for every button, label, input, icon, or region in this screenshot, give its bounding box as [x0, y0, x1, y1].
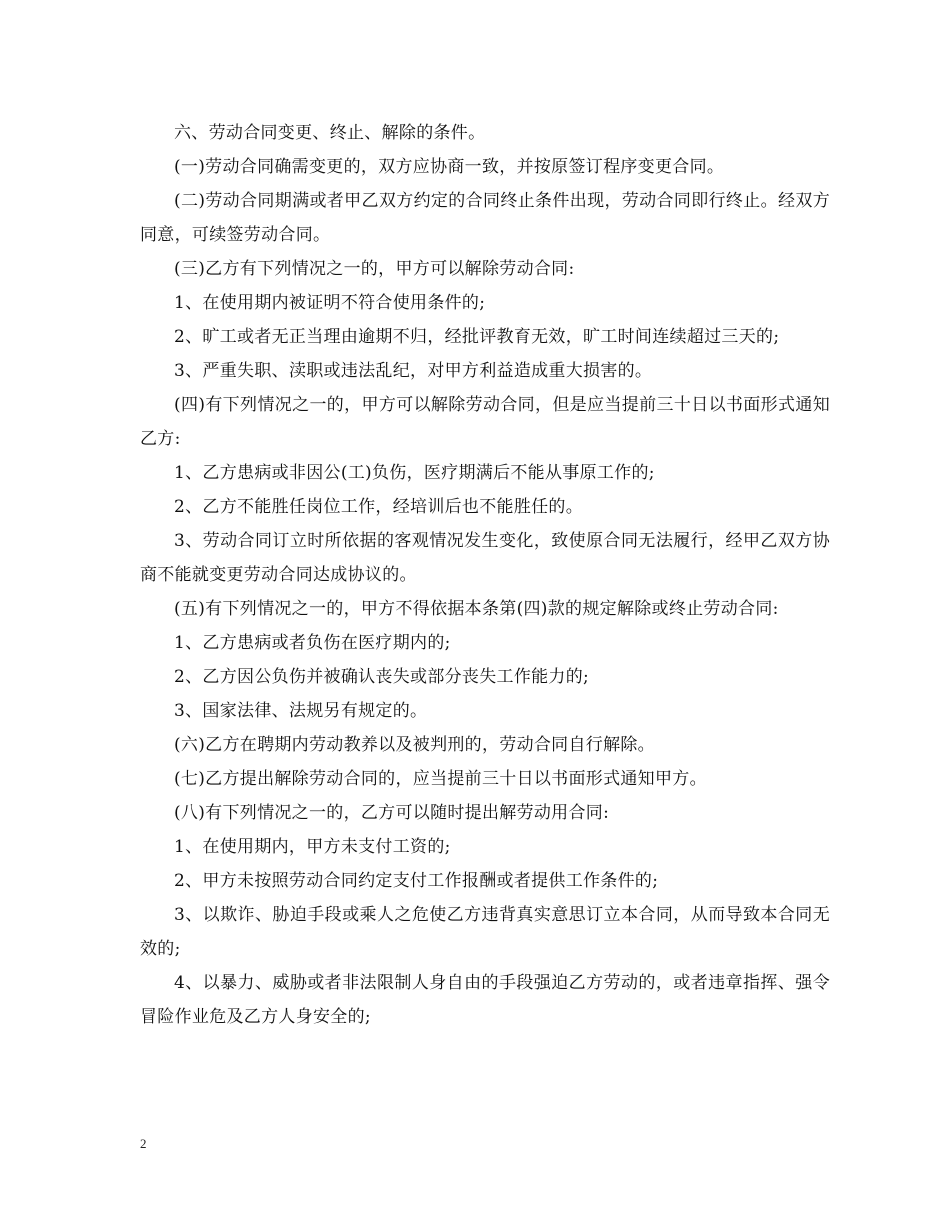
paragraph: (六)乙方在聘期内劳动教养以及被判刑的，劳动合同自行解除。	[174, 735, 655, 755]
paragraph: 2、旷工或者无正当理由逾期不归，经批评教育无效，旷工时间连续超过三天的;	[174, 327, 780, 347]
paragraph: 3、以欺诈、胁迫手段或乘人之危使乙方违背真实意思订立本合同，从而导致本合同无效的;	[140, 905, 830, 959]
paragraph: 2、甲方未按照劳动合同约定支付工作报酬或者提供工作条件的;	[174, 871, 659, 891]
paragraph: 六、劳动合同变更、终止、解除的条件。	[174, 123, 486, 143]
paragraph: 1、在使用期内被证明不符合使用条件的;	[174, 293, 486, 313]
paragraph: (三)乙方有下列情况之一的，甲方可以解除劳动合同:	[174, 259, 575, 279]
document-body	[140, 116, 830, 1034]
paragraph: 3、国家法律、法规另有规定的。	[174, 701, 428, 721]
paragraph: 3、劳动合同订立时所依据的客观情况发生变化，致使原合同无法履行，经甲乙双方协商不能就变更劳动合同达成协议的。	[140, 531, 830, 585]
paragraph: 1、乙方患病或非因公(工)负伤，医疗期满后不能从事原工作的;	[174, 463, 655, 483]
paragraph: (二)劳动合同期满或者甲乙双方约定的合同终止条件出现，劳动合同即行终止。经双方同意，可续签劳动合同。	[140, 191, 830, 245]
paragraph: 1、在使用期内，甲方未支付工资的;	[174, 837, 451, 857]
paragraph: (一)劳动合同确需变更的，双方应协商一致，并按原签订程序变更合同。	[174, 157, 725, 177]
paragraph: 4、以暴力、威胁或者非法限制人身自由的手段强迫乙方劳动的，或者违章指挥、强令冒险作业危及乙方人身安全的;	[140, 973, 830, 1027]
paragraph: 2、乙方不能胜任岗位工作，经培训后也不能胜任的。	[174, 497, 584, 517]
paragraph: 2、乙方因公负伤并被确认丧失或部分丧失工作能力的;	[174, 667, 590, 687]
paragraph: 1、乙方患病或者负伤在医疗期内的;	[174, 633, 451, 653]
paragraph: 3、严重失职、渎职或违法乱纪，对甲方利益造成重大损害的。	[174, 361, 653, 381]
paragraph: (五)有下列情况之一的，甲方不得依据本条第(四)款的规定解除或终止劳动合同:	[174, 599, 779, 619]
paragraph: (七)乙方提出解除劳动合同的，应当提前三十日以书面形式通知甲方。	[174, 769, 707, 789]
paragraph: (四)有下列情况之一的，甲方可以解除劳动合同，但是应当提前三十日以书面形式通知乙方:	[140, 395, 830, 449]
paragraph: (八)有下列情况之一的，乙方可以随时提出解劳动用合同:	[174, 803, 610, 823]
page-number: 2	[140, 1136, 147, 1151]
